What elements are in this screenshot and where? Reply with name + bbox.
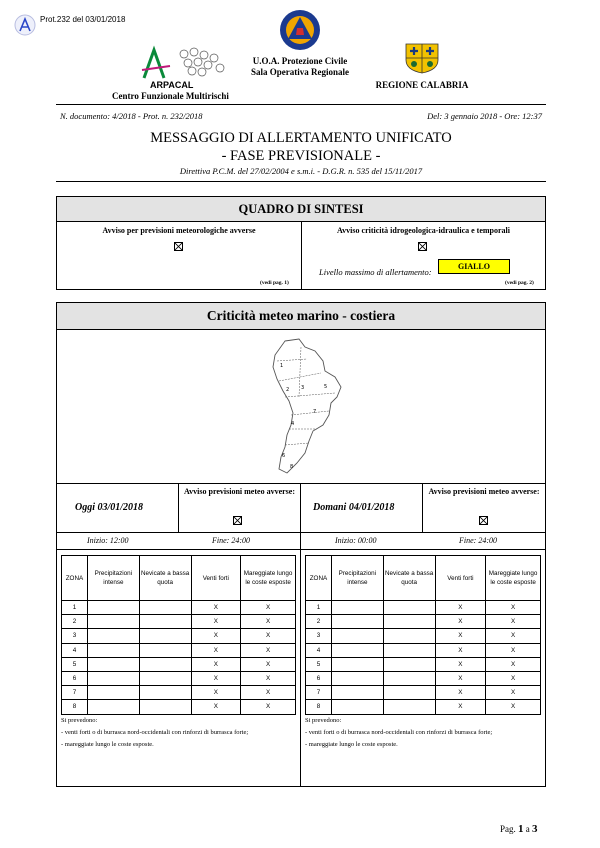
zone-value-cell [331,643,383,657]
day1-avviso-label: Avviso previsioni meteo avverse: [183,487,295,496]
zone-value-cell: X [191,671,241,685]
zone-row [306,657,541,671]
zone-value-cell: X [241,615,296,629]
document-number: N. documento: 4/2018 - Prot. n. 232/2018 [60,111,203,121]
wind-col-header: Venti forti [191,556,241,601]
page-current: 1 [518,823,524,835]
day1-avviso-checkbox[interactable] [233,516,242,525]
day1-zone-table [61,555,296,715]
zone-value-cell: X [486,601,541,615]
zone-value-cell [383,643,435,657]
zone-number-cell: 4 [306,643,332,657]
zone-number-cell: 8 [306,700,332,714]
zone-row [62,657,296,671]
zone-value-cell: X [486,615,541,629]
meteo-warning-checkbox[interactable] [174,242,183,251]
zone-value-cell: X [435,629,486,643]
criticita-title: Criticità meteo marino - costiera [57,303,545,330]
day1-title: Oggi 03/01/2018 [75,502,144,513]
zone-value-cell [87,643,139,657]
zone-value-cell: X [191,657,241,671]
day2-avviso-checkbox[interactable] [479,516,488,525]
zone-value-cell: X [435,601,486,615]
page-sep: a [525,824,530,834]
zone-value-cell [383,629,435,643]
day2-avviso-label: Avviso previsioni meteo avverse: [428,487,540,496]
zone-value-cell [87,629,139,643]
map-zone-label: 3 [301,385,305,391]
zone-value-cell [331,700,383,714]
page-prefix: Pag. [500,824,516,834]
map-zone-label: 1 [280,363,284,369]
zone-value-cell [331,615,383,629]
alert-level-label: Livello massimo di allertamento: [319,267,432,277]
zone-value-cell [331,601,383,615]
zone-value-cell [331,686,383,700]
zone-value-cell [383,657,435,671]
day1-note-line: - venti forti o di burrasca nord-occidentali con rinforzi di burrasca forte; [61,729,249,736]
zone-row [306,686,541,700]
days-divider [300,483,301,786]
zone-value-cell: X [435,700,486,714]
document-subtitle: - FASE PREVISIONALE - [221,148,381,164]
uoa-header [230,56,370,78]
zone-row [62,686,296,700]
zone-col-header: ZONA [62,556,88,601]
directive-reference: Direttiva P.C.M. del 27/02/2004 e s.m.i. - D.G.R. n. 535 del 15/11/2017 [179,166,423,176]
map-zone-label: 7 [313,409,317,415]
day1-note-line: Si prevedono: [61,717,98,724]
header-rule-bottom [56,181,546,182]
header-rule-top [56,104,546,105]
arpacal-name: ARPACAL [150,80,194,90]
zone-value-cell: X [191,629,241,643]
idro-warning-checkbox[interactable] [418,242,427,251]
alert-level-badge: GIALLO [438,259,510,274]
day1-start: Inizio: 12:00 [87,536,129,545]
protezione-civile-logo-icon [278,8,322,52]
zone-value-cell [139,643,191,657]
zone-value-cell: X [241,686,296,700]
zone-value-cell [331,657,383,671]
zone-value-cell: X [241,643,296,657]
days-top-rule [57,483,545,484]
zone-value-cell: X [435,643,486,657]
zone-number-cell: 5 [62,657,88,671]
precip-col-header: Precipitazioni intense [331,556,383,601]
zone-value-cell [383,700,435,714]
zone-value-cell: X [241,657,296,671]
idro-warning-label: Avviso criticità idrogeologica-idraulica e temporali [337,226,510,235]
zone-value-cell [139,686,191,700]
zone-value-cell: X [435,686,486,700]
zone-value-cell [87,601,139,615]
day2-note-line: - venti forti o di burrasca nord-occidentali con rinforzi di burrasca forte; [305,729,493,736]
zone-value-cell: X [241,629,296,643]
day2-note-line: Si prevedono: [305,717,342,724]
zone-value-cell [383,601,435,615]
zone-value-cell: X [435,657,486,671]
zone-row [62,700,296,714]
map-zone-label: 6 [282,453,286,459]
zone-number-cell: 3 [62,629,88,643]
day2-title: Domani 04/01/2018 [313,502,395,513]
day1-notes [61,715,297,751]
map-zone-label: 4 [291,421,295,427]
precip-col-header: Precipitazioni intense [87,556,139,601]
storm-surge-col-header: Mareggiate lungo le coste esposte [241,556,296,601]
calabria-zones-map [265,337,345,477]
storm-surge-col-header: Mareggiate lungo le coste esposte [486,556,541,601]
zone-value-cell: X [191,700,241,714]
page-number [500,823,538,835]
page-total: 3 [532,823,538,835]
zone-value-cell [87,657,139,671]
zone-row [62,601,296,615]
zone-number-cell: 8 [62,700,88,714]
times-top-rule [57,532,545,533]
zone-number-cell: 1 [62,601,88,615]
zone-value-cell: X [435,671,486,685]
zone-value-cell [87,700,139,714]
day2-start: Inizio: 00:00 [335,536,377,545]
zone-value-cell [331,671,383,685]
snow-col-header: Nevicate a bassa quota [383,556,435,601]
zone-value-cell [139,671,191,685]
zone-row [306,643,541,657]
zone-value-cell: X [191,601,241,615]
meteo-page-ref: (vedi pag. 1) [260,280,289,286]
zone-value-cell [87,671,139,685]
zone-value-cell [139,601,191,615]
zone-value-cell: X [241,671,296,685]
idro-page-ref: (vedi pag. 2) [505,280,534,286]
zone-value-cell: X [241,601,296,615]
zone-value-cell [87,615,139,629]
day1-end: Fine: 24:00 [212,536,250,545]
document-meta [60,111,542,121]
arpacal-logo-icon [140,44,230,80]
zone-value-cell [87,686,139,700]
zone-value-cell [139,657,191,671]
map-zone-label: 8 [290,464,294,470]
zone-value-cell: X [435,615,486,629]
uoa-line1: U.O.A. Protezione Civile [252,56,348,66]
zone-value-cell [383,686,435,700]
arpacal-subtitle: Centro Funzionale Multirischi [112,91,229,101]
quadro-sintesi-box [56,196,546,290]
zone-value-cell [383,615,435,629]
day2-zone-table [305,555,541,715]
zone-row [306,601,541,615]
map-zone-label: 5 [324,384,328,390]
zone-row [62,629,296,643]
zone-value-cell [139,700,191,714]
zone-value-cell [383,671,435,685]
document-title: MESSAGGIO DI ALLERTAMENTO UNIFICATO [150,130,452,146]
day2-notes [305,715,541,751]
zone-value-cell [331,629,383,643]
zone-row [306,629,541,643]
zone-row [62,643,296,657]
zone-value-cell: X [486,671,541,685]
zone-number-cell: 3 [306,629,332,643]
zone-row [306,700,541,714]
zone-number-cell: 2 [306,615,332,629]
criticita-box [56,302,546,787]
zone-value-cell: X [486,700,541,714]
zone-number-cell: 1 [306,601,332,615]
day1-note-line: - mareggiate lungo le coste esposte. [61,741,154,748]
uoa-line2: Sala Operativa Regionale [251,67,349,77]
zone-number-cell: 7 [306,686,332,700]
map-zone-label: 2 [286,387,290,393]
zone-number-cell: 2 [62,615,88,629]
meteo-warning-label: Avviso per previsioni meteorologiche avverse [102,226,256,235]
zone-row [62,615,296,629]
regione-calabria-crest-icon [402,42,442,74]
regione-calabria-name: REGIONE CALABRIA [375,80,469,90]
zone-row [62,671,296,685]
zone-row [306,671,541,685]
zone-number-cell: 5 [306,657,332,671]
zone-value-cell: X [241,700,296,714]
zone-number-cell: 7 [62,686,88,700]
zone-value-cell: X [191,686,241,700]
wind-col-header: Venti forti [435,556,486,601]
zone-value-cell: X [486,657,541,671]
zone-number-cell: 4 [62,643,88,657]
document-date: Del: 3 gennaio 2018 - Ore: 12:37 [427,111,542,121]
quadro-sintesi-title: QUADRO DI SINTESI [57,197,545,222]
zone-value-cell: X [486,629,541,643]
protocol-stamp: Prot.232 del 03/01/2018 [40,15,126,24]
day2-note-line: - mareggiate lungo le coste esposte. [305,741,398,748]
zone-value-cell: X [191,615,241,629]
document-stamp-icon [14,14,36,36]
zone-value-cell: X [486,686,541,700]
zone-value-cell [139,629,191,643]
snow-col-header: Nevicate a bassa quota [139,556,191,601]
zone-number-cell: 6 [306,671,332,685]
zone-value-cell [139,615,191,629]
day2-end: Fine: 24:00 [459,536,497,545]
zone-value-cell: X [486,643,541,657]
zone-value-cell: X [191,643,241,657]
zone-row [306,615,541,629]
zone-col-header: ZONA [306,556,332,601]
times-bottom-rule [57,549,545,550]
zone-number-cell: 6 [62,671,88,685]
